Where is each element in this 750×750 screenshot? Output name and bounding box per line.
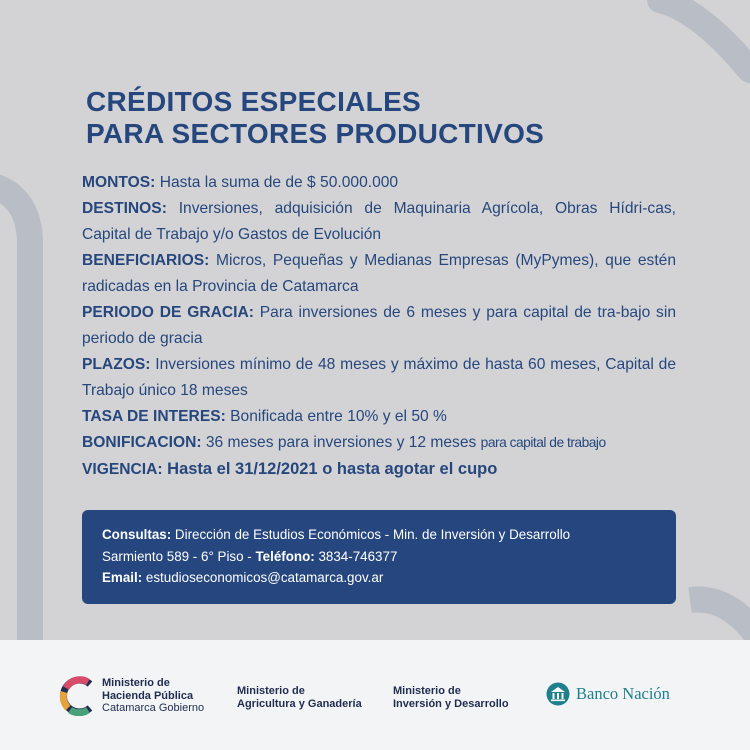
item-text: Inversiones, adquisición de Maquinaria Agrícola, Obras Hídri-cas, Capital de Trabajo y/o Gastos de Evolución: [82, 200, 676, 243]
catamarca-c-icon: [58, 676, 98, 716]
item-text-small: para capital de trabajo: [480, 435, 606, 450]
item-label: MONTOS:: [82, 174, 156, 191]
item-text: Hasta la suma de de $ 50.000.000: [155, 174, 399, 191]
title-line-1: CRÉDITOS ESPECIALES: [86, 86, 422, 117]
item-label: BENEFICIARIOS:: [82, 252, 210, 269]
item-text: 36 meses para inversiones y 12 meses: [201, 434, 481, 451]
consultas-label: Consultas:: [102, 527, 172, 542]
item-text: Hasta el 31/12/2021 o hasta agotar el cupo: [162, 460, 498, 478]
credit-details: [82, 170, 676, 483]
inversion-line-1: Ministerio de: [393, 685, 461, 697]
item-plazos: [82, 352, 676, 404]
phone-label: Teléfono:: [255, 548, 315, 564]
item-beneficiarios: [82, 248, 676, 300]
bank-building-icon: [546, 682, 570, 706]
address-text: Sarmiento 589 - 6° Piso -: [102, 548, 256, 564]
item-label: TASA DE INTERES:: [82, 408, 226, 425]
page-title: [86, 86, 544, 150]
hacienda-line-1: Ministerio de: [102, 677, 170, 690]
footer-logos: [0, 640, 750, 750]
consultas-text: Dirección de Estudios Económicos - Min. de Inversión y Desarrollo: [171, 527, 571, 542]
contact-consultas: [102, 524, 656, 546]
contact-box: [82, 510, 676, 604]
item-montos: [82, 170, 676, 196]
hacienda-line-3: Catamarca Gobierno: [102, 702, 205, 715]
hacienda-line-2: Hacienda Pública: [102, 689, 194, 702]
title-line-2: PARA SECTORES PRODUCTIVOS: [86, 118, 545, 149]
agricultura-line-2: Agricultura y Ganadería: [237, 697, 362, 710]
logo-hacienda: [58, 676, 204, 716]
item-bonificacion: [82, 430, 676, 456]
inversion-line-2: Inversión y Desarrollo: [393, 697, 509, 710]
item-label: PERIODO DE GRACIA:: [82, 304, 254, 321]
phone-number: 3834-746377: [314, 548, 398, 564]
item-text: Inversiones mínimo de 48 meses y máximo de hasta 60 meses, Capital de Trabajo único 18 meses: [82, 356, 676, 399]
contact-email: [102, 567, 656, 589]
item-label: BONIFICACION:: [82, 434, 202, 451]
banco-name: Banco Nación: [576, 684, 670, 703]
email-address: estudioseconomicos@catamarca.gov.ar: [142, 570, 384, 585]
item-label: PLAZOS:: [82, 356, 151, 373]
logo-inversion: [393, 685, 509, 710]
item-label: VIGENCIA:: [82, 461, 163, 478]
item-label: DESTINOS:: [82, 200, 167, 217]
item-text: Para inversiones de 6 meses y para capital de tra-bajo sin periodo de gracia: [82, 304, 676, 347]
item-periodo-de-gracia: [82, 300, 676, 352]
item-destinos: [82, 196, 676, 248]
logo-banco-nacion: [546, 682, 670, 706]
email-label: Email:: [102, 570, 143, 585]
item-text: Bonificada entre 10% y el 50 %: [225, 408, 447, 425]
item-tasa: [82, 404, 676, 430]
logo-agricultura: [237, 685, 362, 710]
item-vigencia: [82, 456, 676, 483]
agricultura-line-1: Ministerio de: [237, 685, 305, 697]
contact-address: [102, 546, 656, 568]
item-text: Micros, Pequeñas y Medianas Empresas (MyPymes), que estén radicadas en la Provincia de Catamarca: [82, 252, 676, 295]
